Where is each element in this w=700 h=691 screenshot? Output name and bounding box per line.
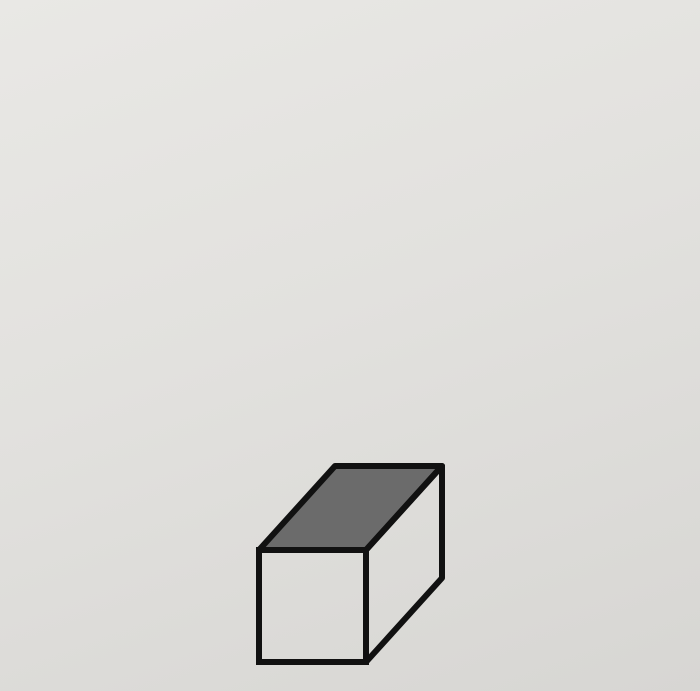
box-front-face — [259, 550, 366, 662]
box-top-face — [259, 466, 442, 550]
